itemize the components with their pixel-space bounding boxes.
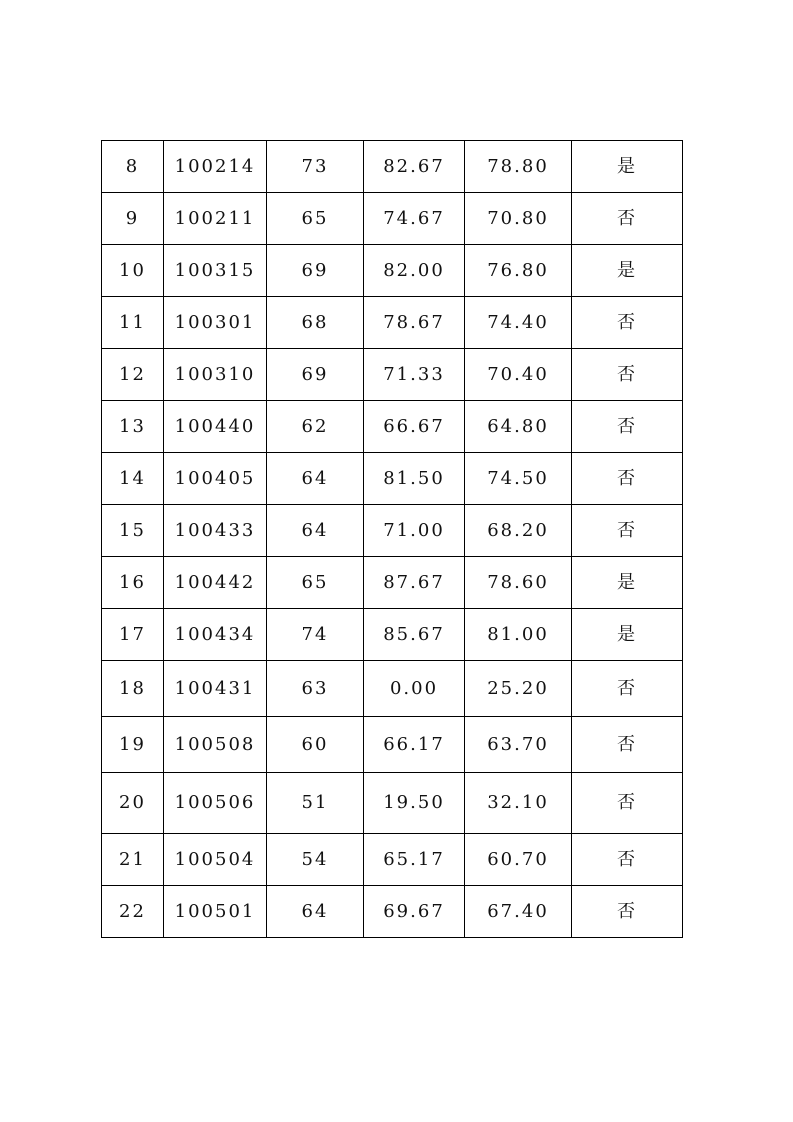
cell-number: 13 (102, 401, 164, 453)
cell-number: 21 (102, 834, 164, 886)
cell-id: 100501 (164, 886, 267, 938)
cell-id: 100508 (164, 717, 267, 773)
cell-id: 100504 (164, 834, 267, 886)
cell-total: 78.60 (465, 557, 572, 609)
cell-selected: 否 (572, 717, 683, 773)
cell-score-2: 71.33 (364, 349, 465, 401)
cell-number: 8 (102, 141, 164, 193)
cell-score-1: 69 (267, 349, 364, 401)
cell-score-1: 64 (267, 886, 364, 938)
cell-score-1: 64 (267, 505, 364, 557)
table-row (102, 505, 683, 557)
cell-selected: 是 (572, 557, 683, 609)
cell-selected: 否 (572, 773, 683, 834)
cell-total: 74.40 (465, 297, 572, 349)
table-row (102, 245, 683, 297)
cell-score-2: 65.17 (364, 834, 465, 886)
cell-selected: 是 (572, 609, 683, 661)
cell-selected: 否 (572, 505, 683, 557)
table-row (102, 661, 683, 717)
cell-score-1: 69 (267, 245, 364, 297)
cell-number: 19 (102, 717, 164, 773)
cell-total: 60.70 (465, 834, 572, 886)
cell-id: 100440 (164, 401, 267, 453)
cell-score-2: 81.50 (364, 453, 465, 505)
cell-score-1: 65 (267, 193, 364, 245)
cell-score-1: 60 (267, 717, 364, 773)
cell-selected: 否 (572, 834, 683, 886)
cell-score-1: 74 (267, 609, 364, 661)
cell-score-2: 87.67 (364, 557, 465, 609)
cell-id: 100405 (164, 453, 267, 505)
cell-total: 68.20 (465, 505, 572, 557)
cell-number: 15 (102, 505, 164, 557)
cell-total: 32.10 (465, 773, 572, 834)
table-row (102, 349, 683, 401)
table-row (102, 773, 683, 834)
cell-score-2: 0.00 (364, 661, 465, 717)
table-row (102, 453, 683, 505)
cell-id: 100315 (164, 245, 267, 297)
cell-total: 63.70 (465, 717, 572, 773)
cell-score-1: 68 (267, 297, 364, 349)
cell-selected: 否 (572, 349, 683, 401)
cell-id: 100301 (164, 297, 267, 349)
cell-total: 70.40 (465, 349, 572, 401)
table-row (102, 401, 683, 453)
cell-score-1: 62 (267, 401, 364, 453)
cell-total: 64.80 (465, 401, 572, 453)
cell-score-2: 82.67 (364, 141, 465, 193)
cell-number: 14 (102, 453, 164, 505)
cell-selected: 否 (572, 401, 683, 453)
cell-number: 18 (102, 661, 164, 717)
cell-score-2: 74.67 (364, 193, 465, 245)
cell-id: 100506 (164, 773, 267, 834)
cell-number: 11 (102, 297, 164, 349)
cell-selected: 否 (572, 453, 683, 505)
cell-score-2: 69.67 (364, 886, 465, 938)
cell-selected: 否 (572, 661, 683, 717)
cell-score-2: 66.67 (364, 401, 465, 453)
cell-score-2: 71.00 (364, 505, 465, 557)
table-row (102, 557, 683, 609)
cell-id: 100433 (164, 505, 267, 557)
cell-id: 100434 (164, 609, 267, 661)
cell-id: 100310 (164, 349, 267, 401)
table-row (102, 717, 683, 773)
cell-score-2: 82.00 (364, 245, 465, 297)
cell-total: 81.00 (465, 609, 572, 661)
table-row (102, 297, 683, 349)
cell-score-2: 78.67 (364, 297, 465, 349)
cell-total: 78.80 (465, 141, 572, 193)
cell-number: 12 (102, 349, 164, 401)
table-row (102, 141, 683, 193)
cell-number: 20 (102, 773, 164, 834)
cell-total: 67.40 (465, 886, 572, 938)
table-row (102, 193, 683, 245)
cell-id: 100442 (164, 557, 267, 609)
cell-total: 74.50 (465, 453, 572, 505)
cell-score-1: 73 (267, 141, 364, 193)
cell-number: 10 (102, 245, 164, 297)
cell-total: 76.80 (465, 245, 572, 297)
results-table-body (102, 141, 683, 938)
cell-id: 100431 (164, 661, 267, 717)
cell-score-1: 65 (267, 557, 364, 609)
table-row (102, 609, 683, 661)
cell-selected: 否 (572, 886, 683, 938)
cell-selected: 是 (572, 141, 683, 193)
cell-selected: 是 (572, 245, 683, 297)
table-row (102, 886, 683, 938)
cell-selected: 否 (572, 193, 683, 245)
cell-number: 17 (102, 609, 164, 661)
cell-number: 9 (102, 193, 164, 245)
cell-score-1: 64 (267, 453, 364, 505)
cell-score-2: 66.17 (364, 717, 465, 773)
cell-selected: 否 (572, 297, 683, 349)
cell-id: 100211 (164, 193, 267, 245)
cell-number: 22 (102, 886, 164, 938)
results-table (101, 140, 683, 938)
cell-score-1: 51 (267, 773, 364, 834)
cell-number: 16 (102, 557, 164, 609)
cell-score-2: 85.67 (364, 609, 465, 661)
cell-total: 70.80 (465, 193, 572, 245)
cell-total: 25.20 (465, 661, 572, 717)
cell-score-2: 19.50 (364, 773, 465, 834)
cell-id: 100214 (164, 141, 267, 193)
cell-score-1: 54 (267, 834, 364, 886)
table-row (102, 834, 683, 886)
cell-score-1: 63 (267, 661, 364, 717)
